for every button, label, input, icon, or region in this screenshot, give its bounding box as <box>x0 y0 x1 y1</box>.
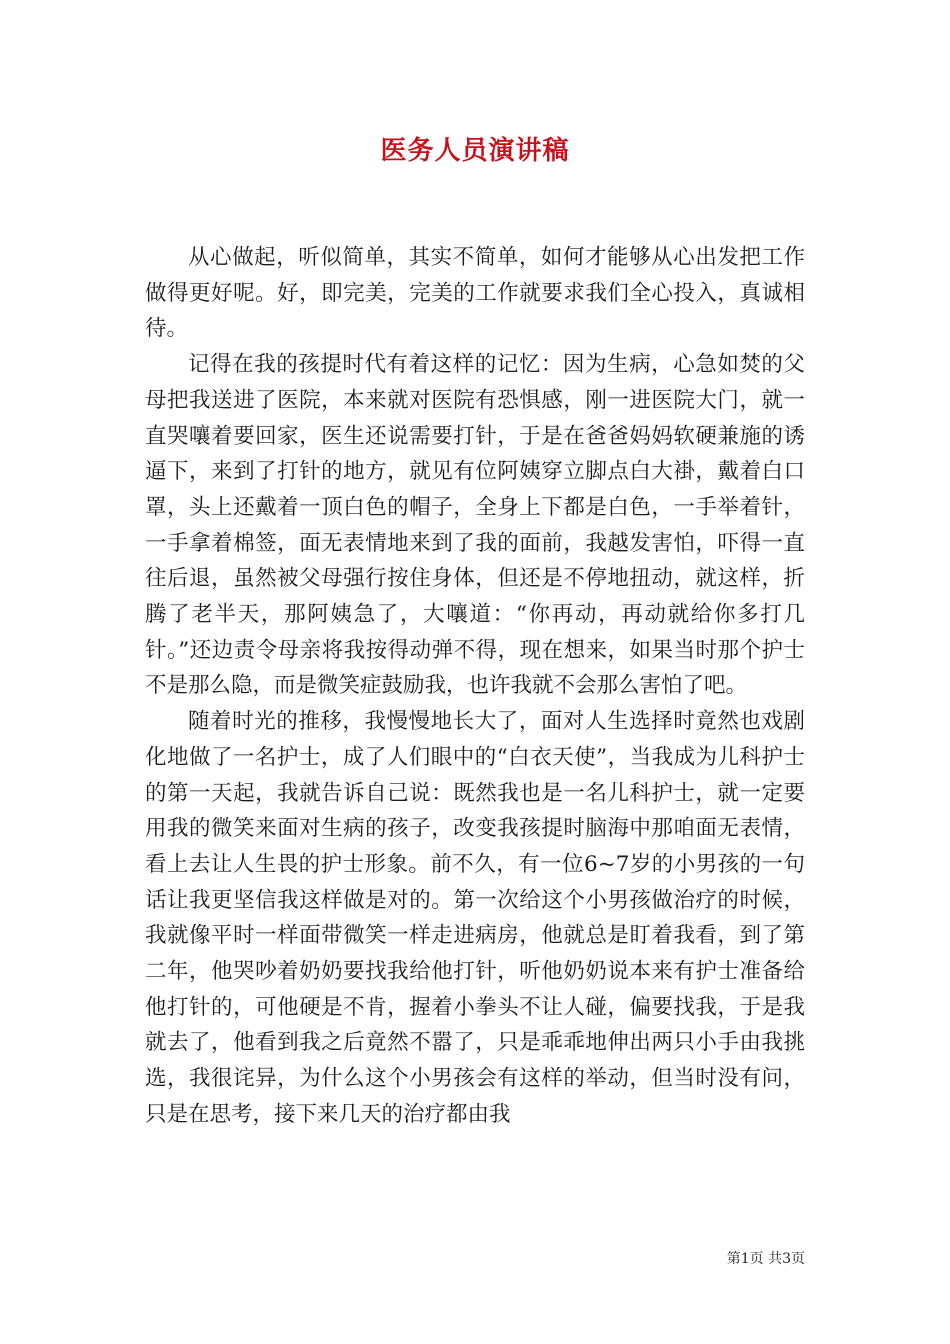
page-number-footer: 第1页 共3页 <box>726 1251 805 1267</box>
paragraph: 随着时光的推移，我慢慢地长大了，面对人生选择时竟然也戏剧化地做了一名护士，成了人们眼中的“白衣天使”，当我成为儿科护士的第一天起，我就告诉自己说：既然我也是一名儿科护士，就一定要用我的微笑来面对生病的孩子，改变我孩提时脑海中那咱面无表情，看上去让人生畏的护士形象。前不久，有一位6~7岁的小男孩的一句话让我更坚信我这样做是对的。第一次给这个小男孩做治疗的时候，我就像平时一样面带微笑一样走进病房，他就总是盯着我看，到了第二年，他哭吵着奶奶要找我给他打针，听他奶奶说本来有护士准备给他打针的，可他硬是不肯，握着小拳头不让人碰，偏要找我，于是我就去了，他看到我之后竟然不嚣了，只是乖乖地伸出两只小手由我挑选，我很诧异，为什么这个小男孩会有这样的举动，但当时没有问，只是在思考，接下来几天的治疗都由我 <box>145 709 805 1127</box>
document-title: 医务人员演讲稿 <box>380 136 570 166</box>
paragraph: 记得在我的孩提时代有着这样的记忆：因为生病，心急如焚的父母把我送进了医院，本来就对医院有恐惧感，刚一进医院大门，就一直哭嚷着要回家，医生还说需要打针，于是在爸爸妈妈软硬兼施的诱逼下，来到了打针的地方，就见有位阿姨穿立脚点白大褂，戴着白口罩，头上还戴着一顶白色的帽子，全身上下都是白色，一手举着针，一手拿着棉签，面无表情地来到了我的面前，我越发害怕，吓得一直往后退，虽然被父母强行按住身体，但还是不停地扭动，就这样，折腾了老半天，那阿姨急了，大嚷道：“你再动，再动就给你多打几针。”还边责令母亲将我按得动弹不得，现在想来，如果当时那个护士不是那么隐，而是微笑症鼓励我，也许我就不会那么害怕了吧。 <box>145 352 805 699</box>
paragraph: 从心做起，听似简单，其实不简单，如何才能够从心出发把工作做得更好呢。好，即完美，完美的工作就要求我们全心投入，真诚相待。 <box>145 245 805 342</box>
document-body <box>145 240 805 1133</box>
